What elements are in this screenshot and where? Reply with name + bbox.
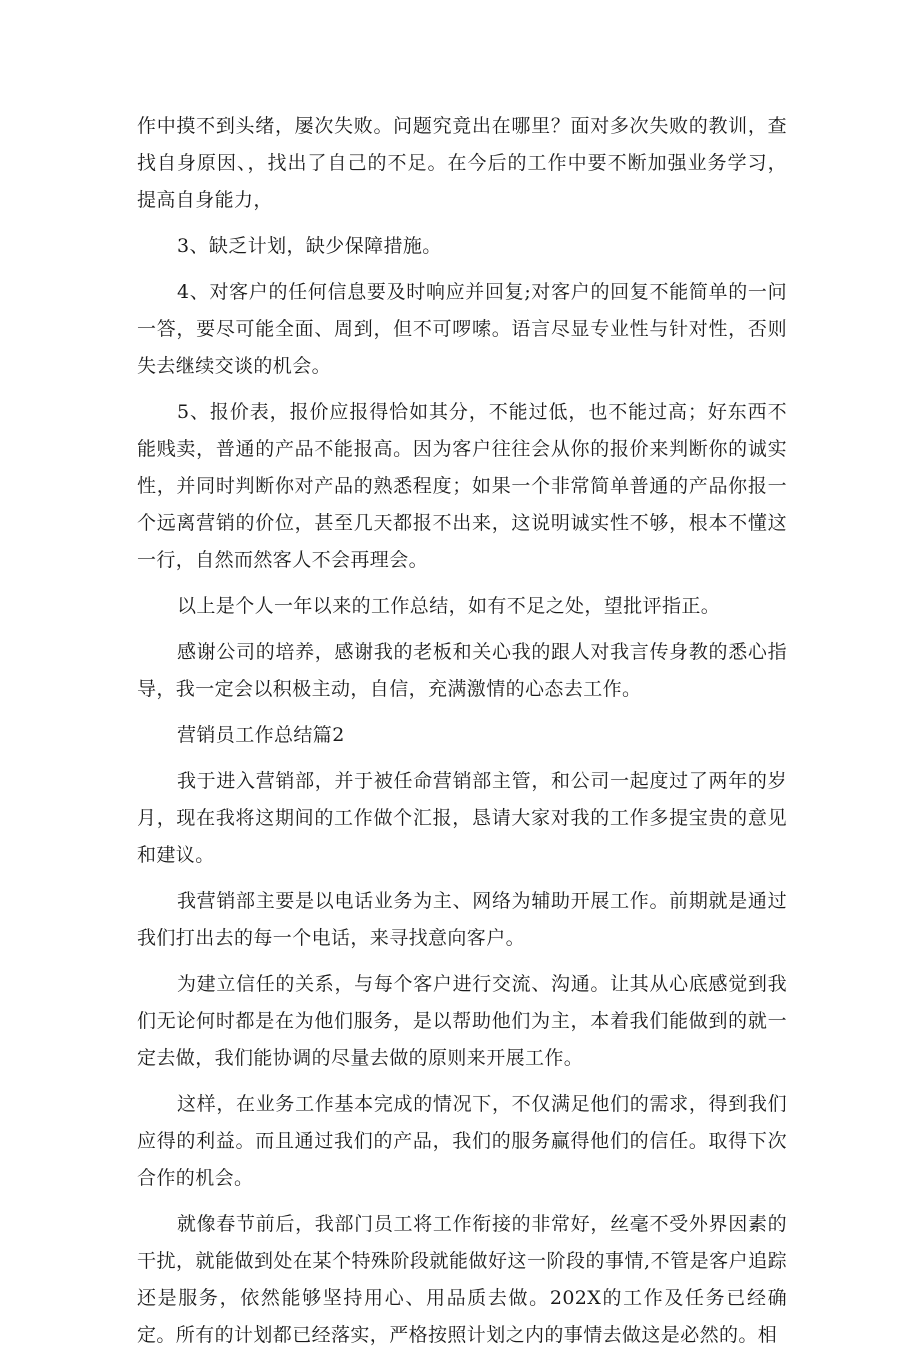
- paragraph-spring-festival: 就像春节前后，我部门员工将工作衔接的非常好，丝毫不受外界因素的干扰，就能做到处在某个特殊阶段就能做好这一阶段的事情,不管是客户追踪还是服务，依然能够坚持用心、用品质去做。202X的工作及任务已经确定。所有的计划都已经落实，严格按照计划之内的事情去做这是必然的。相: [137, 1213, 787, 1346]
- section-heading: 营销员工作总结篇2: [177, 724, 345, 746]
- paragraph-intro: 我于进入营销部，并于被任命营销部主管，和公司一起度过了两年的岁月，现在我将这期间的工作做个汇报，恳请大家对我的工作多提宝贵的意见和建议。: [137, 770, 787, 866]
- paragraph-point-4: 4、对客户的任何信息要及时响应并回复;对客户的回复不能简单的一问一答，要尽可能全面、周到，但不可啰嗦。语言尽显专业性与针对性，否则失去继续交谈的机会。: [137, 281, 787, 377]
- paragraph-thanks: 感谢公司的培养，感谢我的老板和关心我的跟人对我言传身教的悉心指导，我一定会以积极主动，自信，充满激情的心态去工作。: [137, 641, 787, 700]
- paragraph-continuation: 作中摸不到头绪，屡次失败。问题究竟出在哪里？面对多次失败的教训，查找自身原因、，找出了自己的不足。在今后的工作中要不断加强业务学习，提高自身能力，: [137, 115, 787, 211]
- paragraph-department: 我营销部主要是以电话业务为主、网络为辅助开展工作。前期就是通过我们打出去的每一个电话，来寻找意向客户。: [137, 890, 787, 949]
- document-body: [137, 108, 787, 1363]
- paragraph-result: 这样，在业务工作基本完成的情况下，不仅满足他们的需求，得到我们应得的利益。而且通过我们的产品，我们的服务赢得他们的信任。取得下次合作的机会。: [137, 1093, 787, 1189]
- paragraph-point-3: 3、缺乏计划，缺少保障措施。: [177, 235, 442, 257]
- paragraph-summary: 以上是个人一年以来的工作总结，如有不足之处，望批评指正。: [177, 595, 721, 617]
- paragraph-point-5: 5、报价表，报价应报得恰如其分，不能过低，也不能过高；好东西不能贱卖，普通的产品不能报高。因为客户往往会从你的报价来判断你的诚实性，并同时判断你对产品的熟悉程度；如果一个非常简单普通的产品你报一个远离营销的价位，甚至几天都报不出来，这说明诚实性不够，根本不懂这一行，自然而然客人不会再理会。: [137, 401, 787, 571]
- paragraph-trust: 为建立信任的关系，与每个客户进行交流、沟通。让其从心底感觉到我们无论何时都是在为他们服务，是以帮助他们为主，本着我们能做到的就一定去做，我们能协调的尽量去做的原则来开展工作。: [137, 973, 787, 1069]
